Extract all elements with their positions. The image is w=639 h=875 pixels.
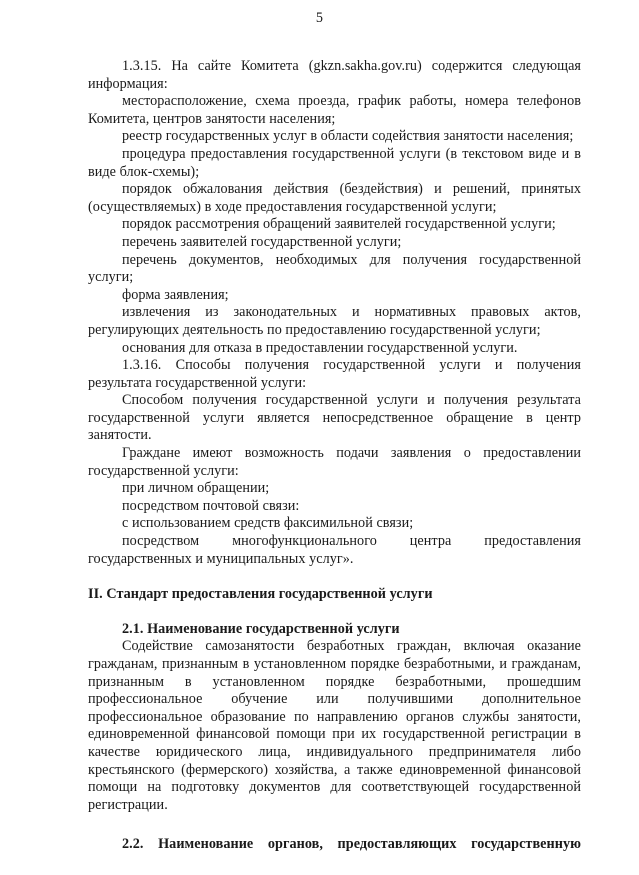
list-item-registry: реестр государственных услуг в области содействия занятости населения; (122, 128, 574, 145)
list-item-documents: перечень документов, необходимых для получения государственной услуги; (88, 251, 581, 286)
list-item-appeal: порядок обжалования действия (бездействия) и решений, принятых (осуществляемых) в ходе предоставления государственной услуги; (88, 181, 581, 215)
list-item-form: форма заявления; (122, 286, 229, 303)
section-title: II. Стандарт предоставления государственной услуги (88, 586, 433, 603)
paragraph-1-3-15: 1.3.15. На сайте Комитета (gkzn.sakha.gov.ru) содержится следующая информация: (88, 58, 581, 92)
list-item-review: порядок рассмотрения обращений заявителей государственной услуги; (122, 216, 556, 233)
paragraph-citizens: Граждане имеют возможность подачи заявления о предоставлении государственной услуги: (88, 445, 581, 479)
paragraph-1-3-16: 1.3.16. Способы получения государственной услуги и получения результата государственной услуги: (88, 357, 581, 391)
subsection-2-2-title: 2.2. Наименование органов, предоставляющих государственную (122, 836, 581, 853)
list-item-mfc: посредством многофункционального центра предоставления государственных и муниципальных услуг». (88, 533, 581, 567)
list-item-post: посредством почтовой связи: (122, 497, 300, 514)
subsection-2-1-text: Содействие самозанятости безработных граждан, включая оказание гражданам, признанным в установленном порядке безработными, и гражданам, признанным в установленном порядке безработными, прошедшим профессиональное обучение или получившими дополнительное профессиональное образование по направлению органов службы занятости, единовременной финансовой помощи при их государственной регистрации в качестве юридического лица, индивидуального предпринимателя либо крестьянского (фермерского) хозяйства, а также единовременной финансовой помощи на подготовку документов для соответствующей государственной регистрации. (88, 638, 581, 813)
list-item-procedure: процедура предоставления государственной услуги (в текстовом виде и в виде блок-схемы); (88, 145, 581, 180)
list-item-fax: с использованием средств факсимильной связи; (122, 515, 414, 532)
paragraph-method: Способом получения государственной услуги и получения результата государственной услуги является непосредственное обращение в центр занятости. (88, 392, 581, 444)
document-body (88, 58, 581, 854)
list-item-personal: при личном обращении; (122, 480, 270, 497)
subsection-2-1-title: 2.1. Наименование государственной услуги (122, 620, 400, 637)
list-item-extracts: извлечения из законодательных и нормативных правовых актов, регулирующих деятельность по предоставлению государственной услуги; (88, 304, 581, 338)
page-number: 5 (315, 10, 324, 26)
list-item-location: месторасположение, схема проезда, график работы, номера телефонов Комитета, центров занятости населения; (88, 93, 581, 127)
list-item-refusal: основания для отказа в предоставлении государственной услуги. (122, 339, 518, 356)
list-item-applicants: перечень заявителей государственной услуги; (122, 233, 402, 250)
